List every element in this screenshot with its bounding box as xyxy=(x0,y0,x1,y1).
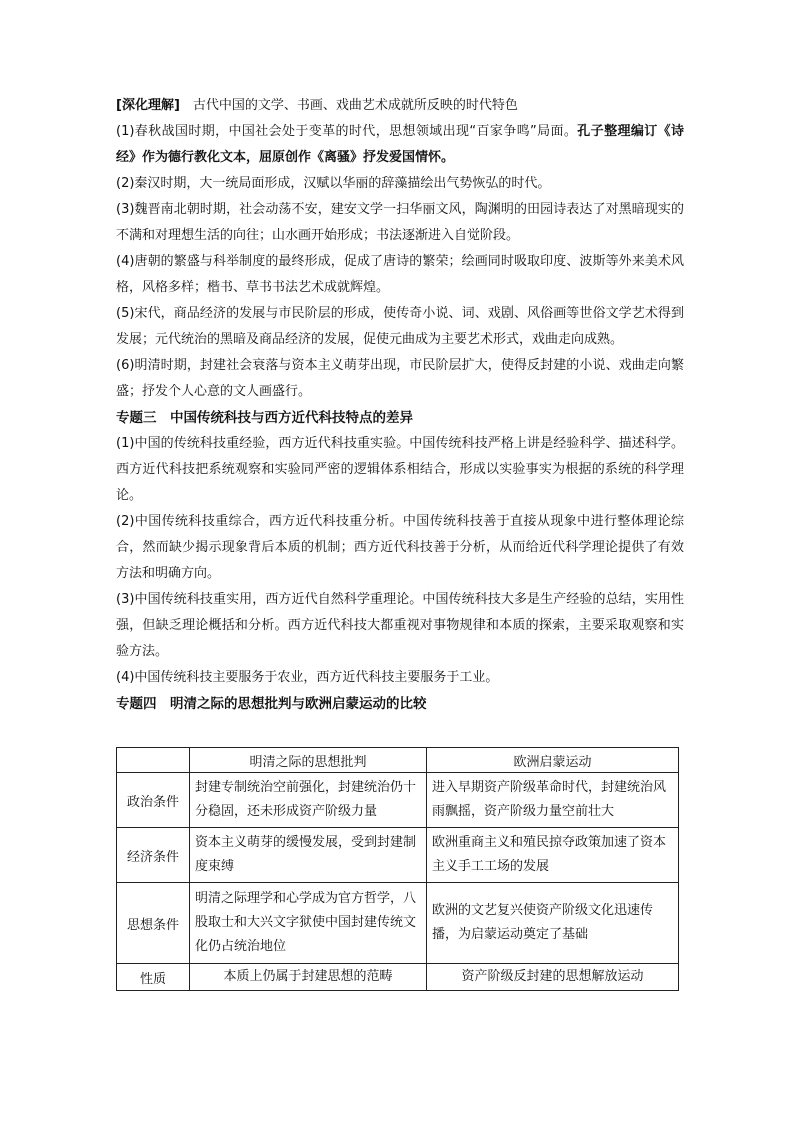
section-title xyxy=(116,93,684,119)
table-header-cell: 欧洲启蒙运动 xyxy=(427,748,679,773)
paragraph: (6)明清时期，封建社会衰落与资本主义萌芽出现，市民阶层扩大，使得反封建的小说、戏曲走向繁盛；抒发个人心意的文人画盛行。 xyxy=(116,358,684,399)
table-cell: 欧洲的文艺复兴使资产阶级文化迅速传播，为启蒙运动奠定了基础 xyxy=(427,883,679,964)
section-tag: [深化理解] xyxy=(116,98,180,113)
document-body xyxy=(116,93,684,717)
table-row xyxy=(117,828,679,883)
table-row xyxy=(117,964,679,991)
table-row xyxy=(117,773,679,828)
table-cell: 资产阶级反封建的思想解放运动 xyxy=(427,964,679,991)
table-row xyxy=(117,883,679,964)
section-heading: 专题三 中国传统科技与西方近代科技特点的差异 xyxy=(116,410,413,426)
row-label: 性质 xyxy=(117,964,190,991)
table-cell: 封建专制统治空前强化，封建统治仍十分稳固，还未形成资产阶级力量 xyxy=(190,773,427,828)
table-header-row xyxy=(117,748,679,773)
paragraph xyxy=(116,119,684,171)
paragraph: (4)唐朝的繁盛与科举制度的最终形成，促成了唐诗的繁荣；绘画同时吸取印度、波斯等外来美术风格，风格多样；楷书、草书书法艺术成就辉煌。 xyxy=(116,254,684,295)
paragraph: (3)中国传统科技重实用，西方近代自然科学重理论。中国传统科技大多是生产经验的总结，实用性强，但缺乏理论概括和分析。西方近代科技大都重视对事物规律和本质的探索，主要采取观察和实验方法。 xyxy=(116,592,684,659)
table-cell: 欧洲重商主义和殖民掠夺政策加速了资本主义手工工场的发展 xyxy=(427,828,679,883)
paragraph: (5)宋代，商品经济的发展与市民阶层的形成，使传奇小说、词、戏剧、风俗画等世俗文学艺术得到发展；元代统治的黑暗及商品经济的发展，促使元曲成为主要艺术形式，戏曲走向成熟。 xyxy=(116,306,684,347)
paragraph-bold-text: 孔子整理编订《诗经》作为德行教化文本，屈原创作《离骚》抒发爱国情怀。 xyxy=(116,124,684,165)
section-heading: 专题四 明清之际的思想批判与欧洲启蒙运动的比较 xyxy=(116,696,427,712)
row-label: 思想条件 xyxy=(117,883,190,964)
table-cell: 进入早期资产阶级革命时代，封建统治风雨飘摇，资产阶级力量空前壮大 xyxy=(427,773,679,828)
table-cell: 资本主义萌芽的缓慢发展，受到封建制度束缚 xyxy=(190,828,427,883)
row-label: 政治条件 xyxy=(117,773,190,828)
table-header-cell xyxy=(117,748,190,773)
table-cell: 明清之际理学和心学成为官方哲学，八股取士和大兴文字狱使中国封建传统文化仍占统治地位 xyxy=(190,883,427,964)
paragraph: (1)中国的传统科技重经验，西方近代科技重实验。中国传统科技严格上讲是经验科学、描述科学。西方近代科技把系统观察和实验同严密的逻辑体系相结合，形成以实验事实为根据的系统的科学理论。 xyxy=(116,436,684,503)
table-header-cell: 明清之际的思想批判 xyxy=(190,748,427,773)
paragraph: (3)魏晋南北朝时期，社会动荡不安，建安文学一扫华丽文风，陶渊明的田园诗表达了对黑暗现实的不满和对理想生活的向往；山水画开始形成；书法逐渐进入自觉阶段。 xyxy=(116,202,684,243)
table-cell: 本质上仍属于封建思想的范畴 xyxy=(190,964,427,991)
row-label: 经济条件 xyxy=(117,828,190,883)
paragraph: (2)中国传统科技重综合，西方近代科技重分析。中国传统科技善于直接从现象中进行整体理论综合，然而缺少揭示现象背后本质的机制；西方近代科技善于分析，从而给近代科学理论提供了有效方法和明确方向。 xyxy=(116,514,684,581)
paragraph: (4)中国传统科技主要服务于农业，西方近代科技主要服务于工业。 xyxy=(116,670,499,685)
paragraph: (2)秦汉时期，大一统局面形成，汉赋以华丽的辞藻描绘出气势恢弘的时代。 xyxy=(116,176,551,191)
paragraph-text: (1)春秋战国时期，中国社会处于变革的时代，思想领域出现“百家争鸣”局面。 xyxy=(116,124,578,139)
comparison-table xyxy=(116,747,679,991)
section-title-text: 古代中国的文学、书画、戏曲艺术成就所反映的时代特色 xyxy=(192,98,518,113)
